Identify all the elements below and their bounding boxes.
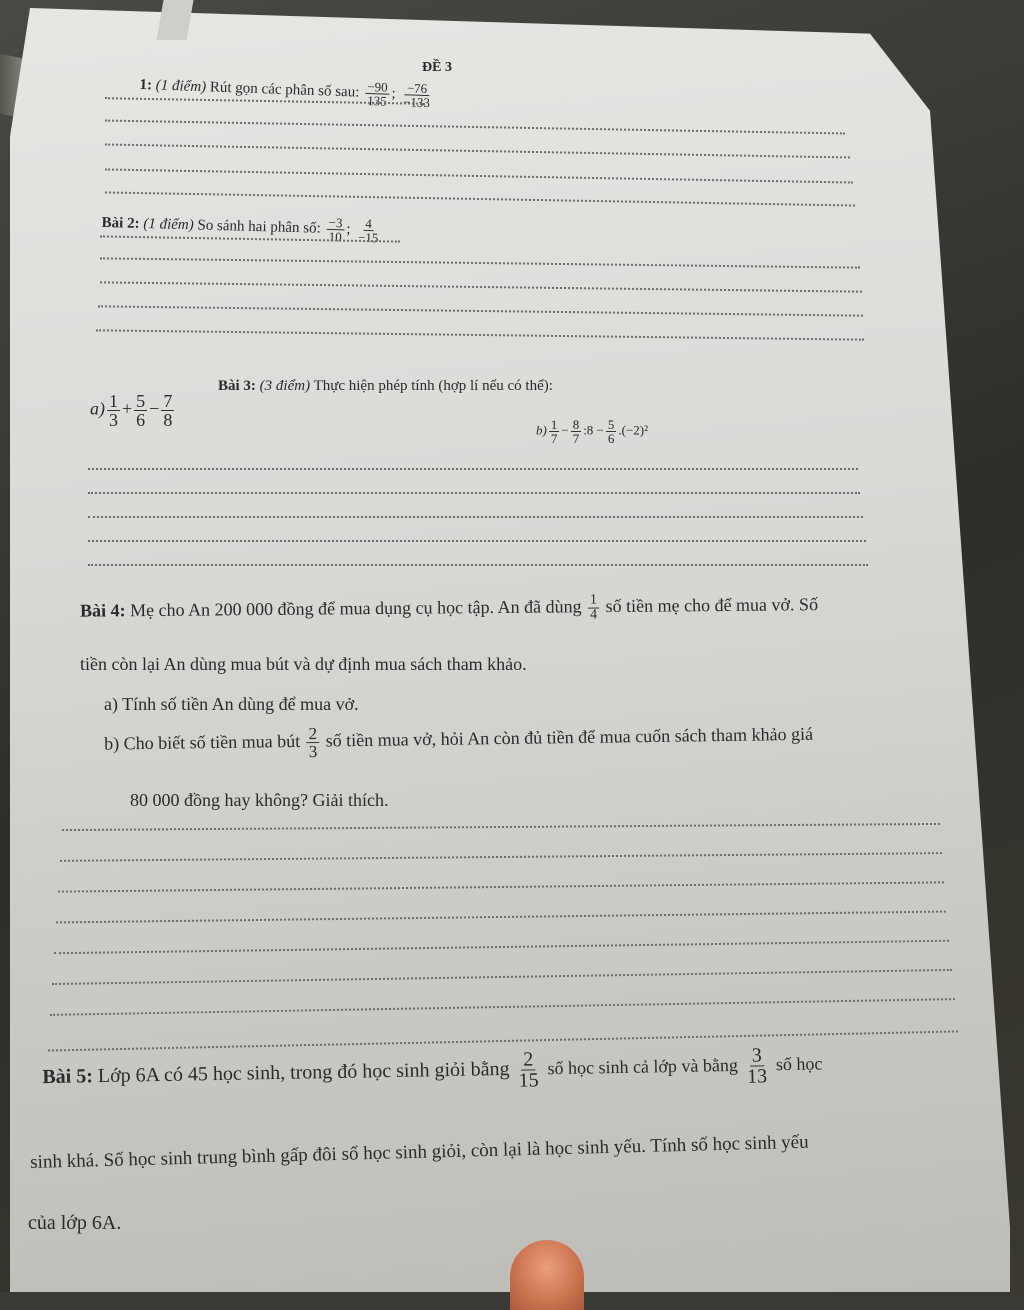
bai3-b-prefix: b) xyxy=(536,422,547,438)
bai3-a-prefix: a) xyxy=(90,398,105,419)
bai1-sep: ; xyxy=(391,85,396,102)
bai3-b-mid: :8 − xyxy=(583,422,604,438)
bai5-fraction-2: $\frac{3}{13}$ xyxy=(746,1044,768,1088)
bai2-points: (1 điểm) xyxy=(143,216,194,234)
bai3-b-fraction-3: $\frac{5}{6}$ xyxy=(607,417,615,446)
bai4-qb-text-a: b) Cho biết số tiền mua bút xyxy=(104,730,301,754)
bai3-b-fraction-1: $\frac{1}{7}$ xyxy=(550,417,558,446)
bai5-text-1c: số học xyxy=(775,1053,823,1075)
bai2-fraction-2: $\frac{4}{-15}$ xyxy=(357,215,379,246)
bai3-text: Thực hiện phép tính (hợp lí nếu có thể): xyxy=(313,378,553,394)
bai3-a-fraction-3: $\frac{7}{8}$ xyxy=(163,391,173,430)
bai4-fraction-2: $\frac{2}{3}$ xyxy=(308,724,318,762)
bai1-label: 1: xyxy=(139,76,153,94)
page-title: ĐỀ 3 xyxy=(422,60,452,75)
bai3-a-fraction-1: $\frac{1}{3}$ xyxy=(109,391,118,430)
bai2-text: So sánh hai phân số: xyxy=(197,217,321,237)
bai5-line-2: sinh khá. Số học sinh trung bình gấp đôi số học sinh giỏi, còn lại là học sinh yếu. Tính số học sinh yếu xyxy=(30,1131,809,1173)
bai5-line-3: của lớp 6A. xyxy=(28,1212,122,1234)
bai5-text-1b: số học sinh cả lớp và bằng xyxy=(547,1054,739,1079)
bai4-question-b-cont: 80 000 đồng hay không? Giải thích. xyxy=(130,790,389,810)
bai2-fraction-1: $\frac{-3}{10}$ xyxy=(328,214,343,245)
answer-line xyxy=(88,516,863,518)
bai5-fraction-1: $\frac{2}{15}$ xyxy=(518,1048,539,1092)
bai5-text-1a: Lớp 6A có 45 học sinh, trong đó học sinh giỏi bằng xyxy=(97,1057,510,1088)
answer-line xyxy=(88,564,868,566)
bai4-line-2: tiền còn lại An dùng mua bút và dự định mua sách tham khảo. xyxy=(80,654,527,674)
bai3-b-fraction-2: $\frac{8}{7}$ xyxy=(572,417,580,446)
bai3-points: (3 điểm) xyxy=(259,378,311,394)
bai3-label: Bài 3: xyxy=(218,378,256,394)
bai1-text: Rút gọn các phân số sau: xyxy=(209,79,360,101)
bai1-points: (1 điểm) xyxy=(155,77,207,96)
bai2-sep: ; xyxy=(346,221,351,238)
bai1-fraction-2: $\frac{-76}{-133}$ xyxy=(402,80,431,111)
bai4-question-a: a) Tính số tiền An dùng để mua vở. xyxy=(104,694,359,714)
bai4-fraction-1: $\frac{1}{4}$ xyxy=(589,592,598,623)
bai3-a-fraction-2: $\frac{5}{6}$ xyxy=(136,391,146,430)
answer-line xyxy=(88,492,860,494)
bai3-a-op2: − xyxy=(149,398,160,419)
bai3-part-a xyxy=(90,392,176,429)
bai3-b-op1: − xyxy=(561,422,569,438)
bai3-a-op1: + xyxy=(122,398,133,419)
bai4-text-1a: Mẹ cho An 200 000 đồng để mua dụng cụ học tập. An đã dùng xyxy=(130,596,582,621)
bai4-label: Bài 4: xyxy=(80,600,126,621)
bai3-row xyxy=(218,378,553,395)
answer-line xyxy=(88,468,858,470)
bai3-b-tail: .(−2)² xyxy=(618,422,649,438)
bai2-label: Bài 2: xyxy=(101,214,140,232)
bai4-text-1b: số tiền mẹ cho để mua vở. Số xyxy=(605,594,819,617)
bai3-part-b xyxy=(536,418,648,445)
bai4-qb-text-b: số tiền mua vở, hỏi An còn đủ tiền để mua cuốn sách tham khảo giá xyxy=(325,723,814,751)
finger xyxy=(510,1240,584,1310)
bai1-fraction-1: $\frac{-90}{135}$ xyxy=(367,78,388,109)
exam-paper xyxy=(10,8,1010,1292)
bai5-label: Bài 5: xyxy=(42,1065,94,1089)
answer-line xyxy=(88,540,866,542)
